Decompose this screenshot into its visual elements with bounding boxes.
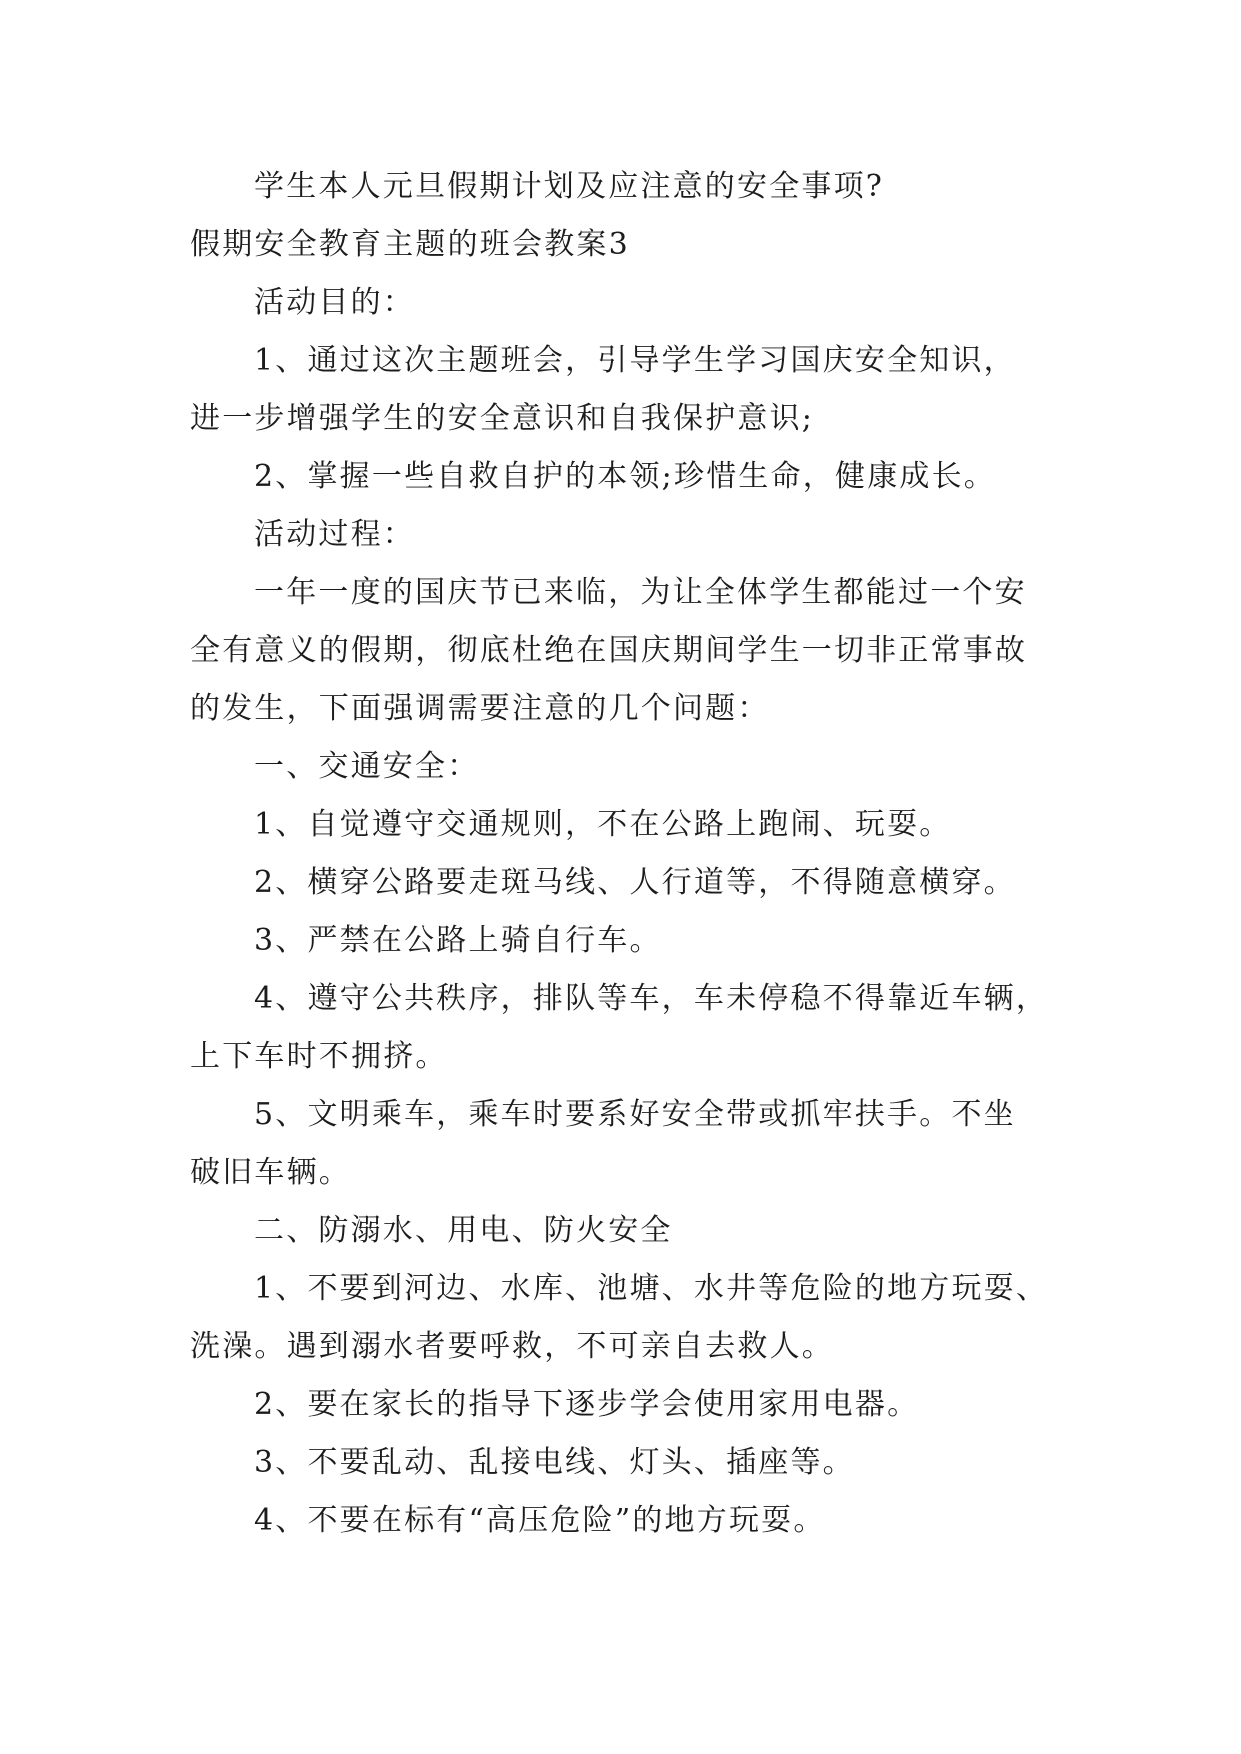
paragraph-traffic-3	[190, 912, 1060, 970]
text-line: 上下车时不拥挤。	[190, 1039, 448, 1074]
paragraph-safety-4	[190, 1492, 1060, 1550]
heading-activity-purpose	[190, 274, 1060, 332]
paragraph-traffic-1	[190, 796, 1060, 854]
paragraph-safety-3	[190, 1434, 1060, 1492]
paragraph-holiday-plan	[190, 158, 1060, 216]
text-line: 2、要在家长的指导下逐步学会使用家用电器。	[254, 1387, 920, 1422]
paragraph-safety-2	[190, 1376, 1060, 1434]
heading-water-electric-fire-safety	[190, 1202, 1060, 1260]
heading-traffic-safety	[190, 738, 1060, 796]
section-title	[190, 216, 1060, 274]
text-line: 全有意义的假期，彻底杜绝在国庆期间学生一切非正常事故	[190, 633, 1028, 668]
text-line: 1、自觉遵守交通规则，不在公路上跑闹、玩耍。	[254, 807, 952, 842]
text-line: 4、不要在标有“高压危险”的地方玩耍。	[254, 1503, 826, 1538]
text-line: 洗澡。遇到溺水者要呼救，不可亲自去救人。	[190, 1329, 834, 1364]
paragraph-intro	[190, 564, 1060, 738]
text-line: 1、通过这次主题班会，引导学生学习国庆安全知识，	[254, 343, 1016, 378]
text-line: 3、严禁在公路上骑自行车。	[254, 923, 662, 958]
text-line: 二、防溺水、用电、防火安全	[254, 1213, 673, 1248]
text-line: 一、交通安全：	[254, 749, 480, 784]
document-body	[190, 158, 1060, 1550]
text-line: 2、横穿公路要走斑马线、人行道等，不得随意横穿。	[254, 865, 1016, 900]
paragraph-purpose-1	[190, 332, 1060, 448]
text-line: 活动过程：	[254, 517, 415, 552]
text-line: 4、遵守公共秩序，排队等车，车未停稳不得靠近车辆，	[254, 981, 1049, 1016]
text-line: 5、文明乘车，乘车时要系好安全带或抓牢扶手。不坐	[254, 1097, 1016, 1132]
text-line: 假期安全教育主题的班会教案3	[190, 227, 630, 262]
text-line: 进一步增强学生的安全意识和自我保护意识;	[190, 401, 815, 436]
paragraph-safety-1	[190, 1260, 1060, 1376]
text-line: 学生本人元旦假期计划及应注意的安全事项?	[254, 169, 885, 204]
paragraph-purpose-2	[190, 448, 1060, 506]
text-line: 破旧车辆。	[190, 1155, 351, 1190]
text-line: 3、不要乱动、乱接电线、灯头、插座等。	[254, 1445, 855, 1480]
text-line: 一年一度的国庆节已来临，为让全体学生都能过一个安	[254, 575, 1027, 610]
text-line: 活动目的：	[254, 285, 415, 320]
paragraph-traffic-5	[190, 1086, 1060, 1202]
paragraph-traffic-2	[190, 854, 1060, 912]
text-line: 的发生，下面强调需要注意的几个问题：	[190, 691, 770, 726]
paragraph-traffic-4	[190, 970, 1060, 1086]
heading-activity-process	[190, 506, 1060, 564]
text-line: 1、不要到河边、水库、池塘、水井等危险的地方玩耍、	[254, 1271, 1049, 1306]
text-line: 2、掌握一些自救自护的本领;珍惜生命，健康成长。	[254, 459, 996, 494]
